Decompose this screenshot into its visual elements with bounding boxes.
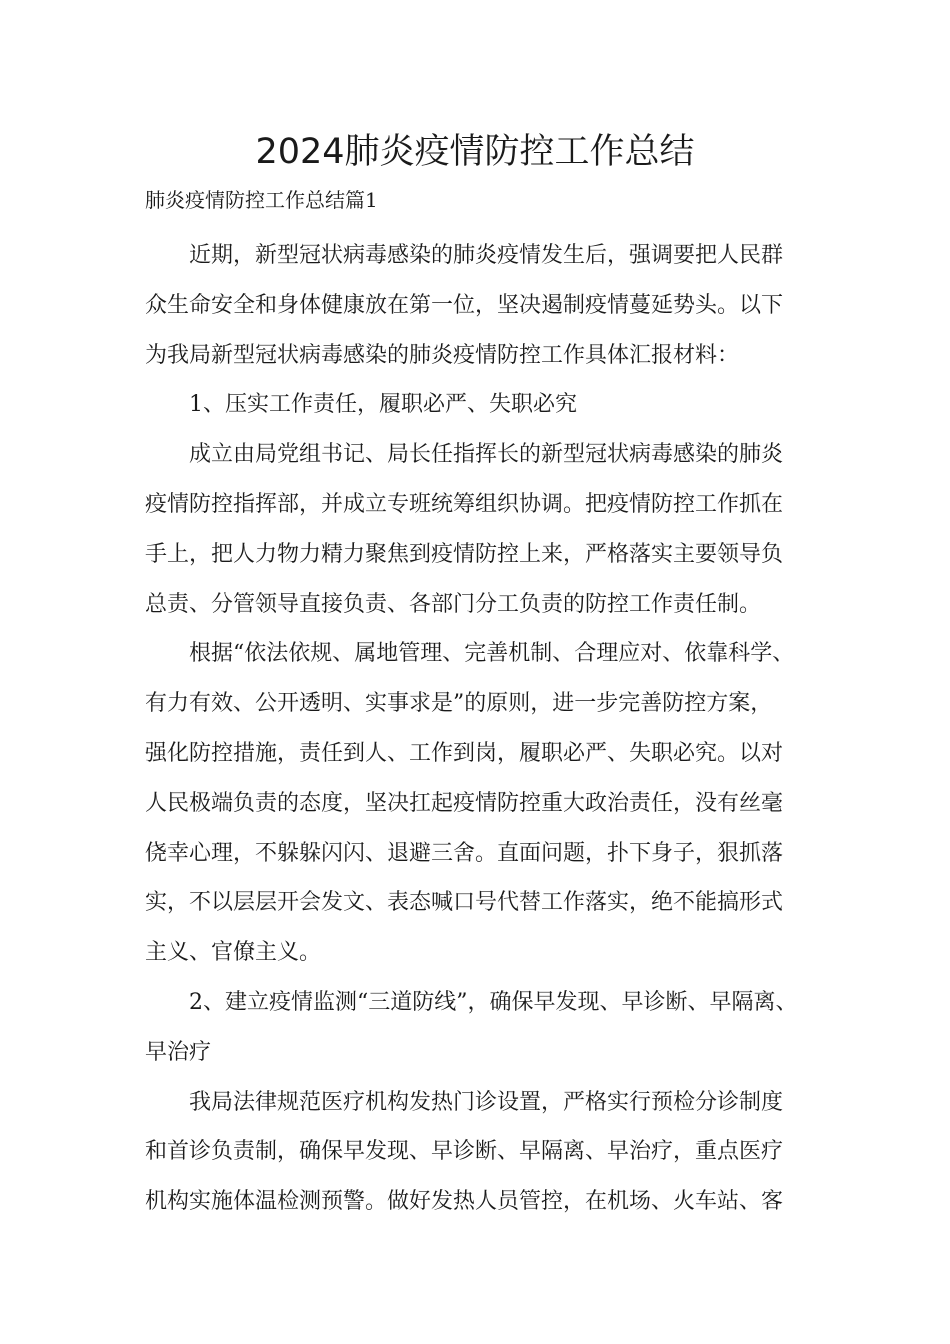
body-line: 强化防控措施，责任到人、工作到岗，履职必严、失职必究。以对 — [145, 740, 784, 766]
body-line: 众生命安全和身体健康放在第一位，坚决遏制疫情蔓延势头。以下 — [145, 292, 784, 318]
body-line: 和首诊负责制，确保早发现、早诊断、早隔离、早治疗，重点医疗 — [145, 1139, 784, 1165]
body-line: 为我局新型冠状病毒感染的肺炎疫情防控工作具体汇报材料： — [145, 342, 740, 368]
body-line: 手上，把人力物力精力聚焦到疫情防控上来，严格落实主要领导负 — [145, 541, 784, 567]
body-line: 我局法律规范医疗机构发热门诊设置，严格实行预检分诊制度 — [189, 1089, 784, 1115]
body-line: 实，不以层层开会发文、表态喊口号代替工作落实，绝不能搞形式 — [145, 890, 784, 916]
body-line: 成立由局党组书记、局长任指挥长的新型冠状病毒感染的肺炎 — [189, 442, 784, 468]
body-line: 根据“依法依规、属地管理、完善机制、合理应对、依靠科学、 — [189, 641, 795, 667]
body-line: 人民极端负责的态度，坚决扛起疫情防控重大政治责任，没有丝毫 — [145, 790, 784, 816]
body-line: 早治疗 — [145, 1039, 212, 1065]
document-title: 2024肺炎疫情防控工作总结 — [255, 132, 695, 172]
body-line: 2、建立疫情监测“三道防线”，确保早发现、早诊断、早隔离、 — [189, 989, 798, 1015]
body-line: 侥幸心理，不躲躲闪闪、退避三舍。直面问题，扑下身子，狠抓落 — [145, 840, 784, 866]
body-line: 总责、分管领导直接负责、各部门分工负责的防控工作责任制。 — [145, 591, 762, 617]
body-line: 近期，新型冠状病毒感染的肺炎疫情发生后，强调要把人民群 — [189, 243, 784, 268]
body-line: 疫情防控指挥部，并成立专班统筹组织协调。把疫情防控工作抓在 — [145, 491, 784, 517]
body-line: 机构实施体温检测预警。做好发热人员管控，在机场、火车站、客 — [145, 1189, 784, 1215]
document-subtitle: 肺炎疫情防控工作总结篇1 — [145, 188, 378, 212]
body-line: 主义、官僚主义。 — [145, 940, 322, 966]
document-body — [145, 231, 825, 1227]
body-line: 1、压实工作责任，履职必严、失职必究 — [189, 392, 577, 418]
body-line: 有力有效、公开透明、实事求是”的原则，进一步完善防控方案， — [145, 691, 773, 717]
